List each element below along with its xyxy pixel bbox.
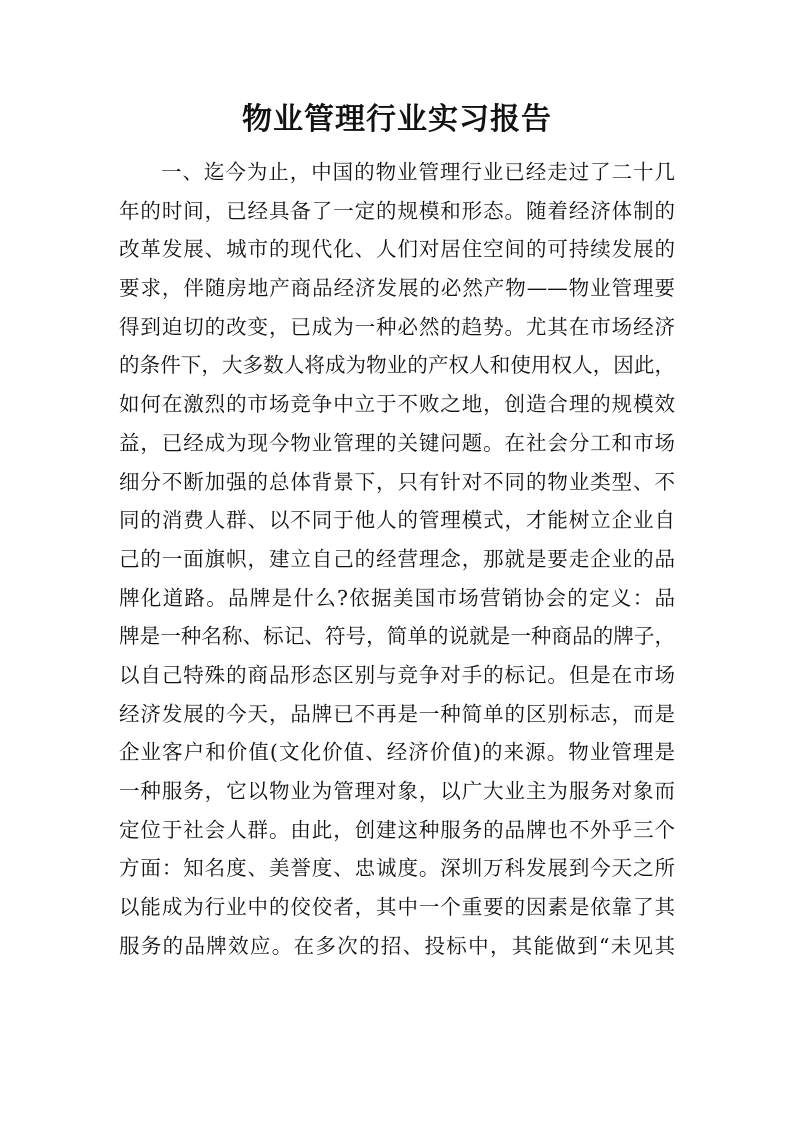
body-line: 服务的品牌效应。在多次的招、投标中，其能做到“未见其 bbox=[119, 933, 675, 958]
body-line: 一种服务，它以物业为管理对象，以广大业主为服务对象而 bbox=[119, 779, 675, 803]
body-line: 以能成为行业中的佼佼者，其中一个重要的因素是依靠了其 bbox=[119, 895, 675, 920]
body-line: 同的消费人群、以不同于他人的管理模式，才能树立企业自 bbox=[119, 508, 675, 533]
body-line: 牌化道路。品牌是什么?依据美国市场营销协会的定义：品 bbox=[119, 585, 675, 610]
body-line: 牌是一种名称、标记、符号，简单的说就是一种商品的牌子， bbox=[119, 624, 675, 649]
document-title: 物业管理行业实习报告 bbox=[242, 102, 552, 137]
body-line: 要求，伴随房地产商品经济发展的必然产物——物业管理要 bbox=[119, 276, 675, 301]
body-line: 己的一面旗帜，建立自己的经营理念，那就是要走企业的品 bbox=[119, 546, 675, 571]
body-line: 细分不断加强的总体背景下，只有针对不同的物业类型、不 bbox=[119, 469, 675, 494]
body-line: 的条件下，大多数人将成为物业的产权人和使用权人，因此， bbox=[119, 353, 675, 378]
body-line: 以自己特殊的商品形态区别与竞争对手的标记。但是在市场 bbox=[119, 662, 675, 687]
body-line: 改革发展、城市的现代化、人们对居住空间的可持续发展的 bbox=[119, 237, 675, 262]
body-line: 定位于社会人群。由此，创建这种服务的品牌也不外乎三个 bbox=[119, 817, 675, 842]
body-line: 益，已经成为现今物业管理的关键问题。在社会分工和市场 bbox=[119, 430, 675, 455]
body-line: 经济发展的今天，品牌已不再是一种简单的区别标志，而是 bbox=[119, 701, 675, 726]
body-line: 得到迫切的改变，已成为一种必然的趋势。尤其在市场经济 bbox=[119, 314, 675, 339]
body-line: 方面：知名度、美誉度、忠诚度。深圳万科发展到今天之所 bbox=[119, 856, 675, 881]
body-line: 年的时间，已经具备了一定的规模和形态。随着经济体制的 bbox=[119, 198, 675, 223]
document-body bbox=[119, 153, 675, 965]
body-line: 企业客户和价值(文化价值、经济价值)的来源。物业管理是 bbox=[119, 740, 675, 765]
body-line: 如何在激烈的市场竞争中立于不败之地，创造合理的规模效 bbox=[119, 392, 675, 417]
body-line: 一、迄今为止，中国的物业管理行业已经走过了二十几 bbox=[161, 160, 675, 184]
